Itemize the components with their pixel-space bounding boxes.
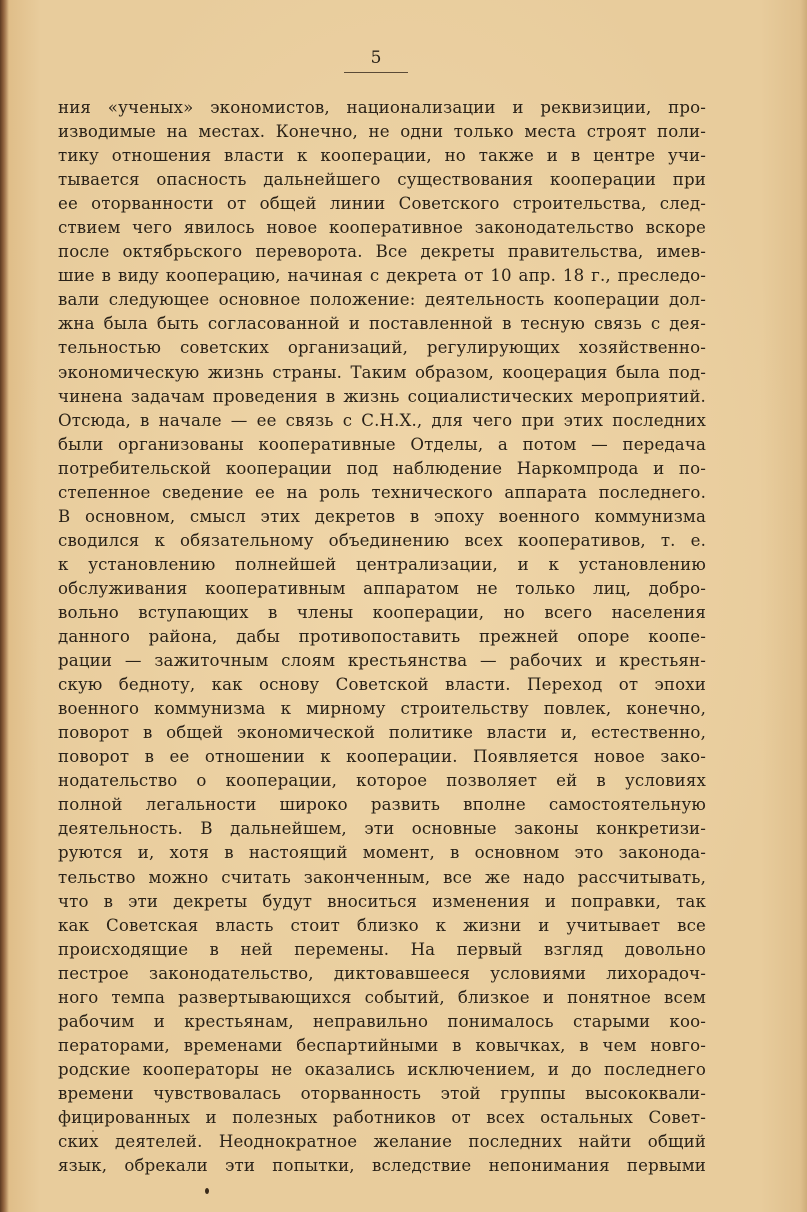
text-line: военного коммунизма к мирному строительству повлек, конечно, xyxy=(58,699,706,719)
text-line: вольно вступающих в члены кооперации, но всего населения xyxy=(58,602,706,622)
text-line: В основном, смысл этих декретов в эпоху военного коммунизма xyxy=(58,506,706,526)
text-line: вали следующее основное положение: деятельность кооперации дол- xyxy=(58,290,706,310)
text-line: ских деятелей. Неоднократное желание последних найти общий xyxy=(58,1132,706,1152)
text-line: обслуживания кооперативным аппаратом не только лиц, добро- xyxy=(58,578,706,598)
text-line: тельностью советских организаций, регулирующих хозяйственно- xyxy=(58,338,706,358)
text-line: руются и, хотя в настоящий момент, в основном это законода- xyxy=(58,843,706,863)
text-line: язык, обрекали эти попытки, вследствие непонимания первыми xyxy=(58,1156,706,1176)
text-line: тельство можно считать законченным, все же надо рассчитывать, xyxy=(58,867,706,887)
text-line: поворот в общей экономической политике власти и, естественно, xyxy=(58,723,706,743)
text-line: ствием чего явилось новое кооперативное законодательство вскоре xyxy=(58,218,706,238)
text-line: скую бедноту, как основу Советской власти. Переход от эпохи xyxy=(58,675,706,695)
text-line: чинена задачам проведения в жизнь социалистических мероприятий. xyxy=(58,386,706,406)
text-line: после октябрьского переворота. Все декреты правительства, имев- xyxy=(58,242,706,262)
text-line: ния «ученых» экономистов, национализации и реквизиции, про- xyxy=(58,98,706,117)
text-line: рабочим и крестьянам, неправильно понималось старыми коо- xyxy=(58,1011,706,1031)
text-line: потребительской кооперации под наблюдение Наркомпрода и по- xyxy=(58,458,706,478)
body-text xyxy=(58,96,706,1178)
text-line: поворот в ее отношении к кооперации. Появляется новое зако- xyxy=(58,747,706,767)
text-line: были организованы кооперативные Отделы, а потом — передача xyxy=(58,434,706,454)
page-number: 5 xyxy=(370,48,382,68)
text-line: пестрое законодательство, диктовавшееся условиями лихорадоч- xyxy=(58,963,706,983)
text-line: деятельность. В дальнейшем, эти основные законы конкретизи- xyxy=(58,819,706,839)
text-line: как Советская власть стоит близко к жизни и учитывает все xyxy=(58,915,706,935)
text-line: нодательство о кооперации, которое позволяет ей в условиях xyxy=(58,771,706,791)
text-line: ного темпа развертывающихся событий, близкое и понятное всем xyxy=(58,987,706,1007)
page-binding-edge xyxy=(0,0,9,1212)
text-line: данного района, дабы противопоставить прежней опоре коопе- xyxy=(58,627,706,647)
text-line: фицированных и полезных работников от всех остальных Совет- xyxy=(58,1107,706,1127)
text-line: тику отношения власти к кооперации, но также и в центре учи- xyxy=(58,146,706,166)
text-line: рации — зажиточным слоям крестьянства — рабочих и крестьян- xyxy=(58,651,706,671)
paper-speck xyxy=(205,1188,209,1194)
text-line: шие в виду кооперацию, начиная с декрета от 10 апр. 18 г., преследо- xyxy=(58,266,706,286)
text-line: к установлению полнейшей централизации, и к установлению xyxy=(58,554,706,574)
text-line: тывается опасность дальнейшего существования кооперации при xyxy=(58,170,706,190)
text-line: экономическую жизнь страны. Таким образом, кооцерация была под- xyxy=(58,362,706,382)
paper-speck xyxy=(92,1130,94,1132)
text-line: жна была быть согласованной и поставленной в тесную связь с дея- xyxy=(58,314,706,334)
page-number-underline xyxy=(344,72,408,73)
text-line: полной легальности широко развить вполне самостоятельную xyxy=(58,795,706,815)
text-line: Отсюда, в начале — ее связь с С.Н.Х., для чего при этих последних xyxy=(58,410,706,430)
text-line: что в эти декреты будут вноситься изменения и поправки, так xyxy=(58,891,706,911)
text-line: сводился к обязательному объединению всех кооперативов, т. е. xyxy=(58,530,706,550)
text-line: степенное сведение ее на роль технического аппарата последнего. xyxy=(58,482,706,502)
text-line: времени чувствовалась оторванность этой группы высококвали- xyxy=(58,1083,706,1103)
text-line: родские кооператоры не оказались исключением, и до последнего xyxy=(58,1059,706,1079)
text-line: происходящие в ней перемены. На первый взгляд довольно xyxy=(58,939,706,959)
text-line: изводимые на местах. Конечно, не одни только места строят поли- xyxy=(58,122,706,142)
text-line: ператорами, временами беспартийными в ковычках, в чем новго- xyxy=(58,1035,706,1055)
text-line: ее оторванности от общей линии Советского строительства, след- xyxy=(58,194,706,214)
